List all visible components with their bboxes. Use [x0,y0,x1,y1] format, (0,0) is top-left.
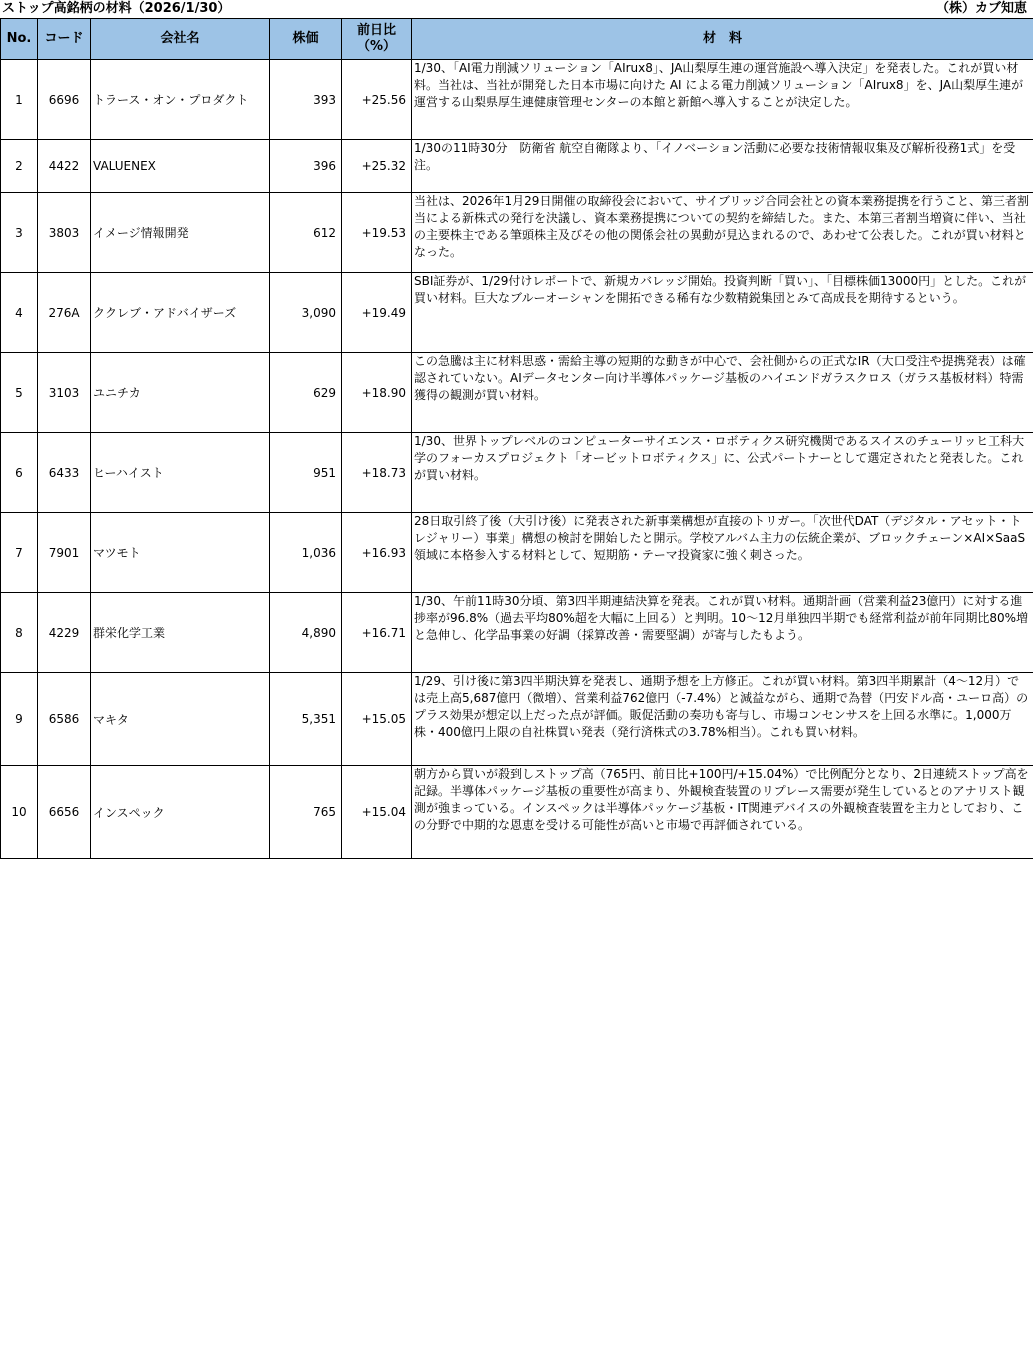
row-company-name: イメージ情報開発 [91,193,270,273]
table-row [1,140,1033,193]
row-no: 5 [1,353,38,433]
row-material: 1/30、午前11時30分頃、第3四半期連結決算を発表。これが買い材料。通期計画（営業利益23億円）に対する進捗率が96.8%（過去平均80%超を大幅に上回る）と判明。10～12月単独四半期でも経常利益が前年同期比80%増と急伸し、化学品事業の好調（採算改善・需要堅調）が寄与したもよう。 [412,593,1033,673]
table-row [1,60,1033,140]
row-change: +16.93 [342,513,412,593]
row-company-name: ユニチカ [91,353,270,433]
stock-table [0,18,1033,859]
header-price: 株価 [270,19,342,60]
row-price: 4,890 [270,593,342,673]
row-material: 1/30の11時30分 防衛省 航空自衛隊より、「イノベーション活動に必要な技術情報収集及び解析役務1式」を受注。 [412,140,1033,193]
table-row [1,513,1033,593]
header-material: 材 料 [412,19,1033,60]
row-no: 2 [1,140,38,193]
row-no: 7 [1,513,38,593]
row-no: 6 [1,433,38,513]
row-price: 612 [270,193,342,273]
row-change: +15.04 [342,766,412,859]
row-material: この急騰は主に材料思惑・需給主導の短期的な動きが中心で、会社側からの正式なIR（大口受注や提携発表）は確認されていない。AIデータセンター向け半導体パッケージ基板のハイエンドガラスクロス（ガラス基板材料）特需獲得の観測が買い材料。 [412,353,1033,433]
row-company-name: VALUENEX [91,140,270,193]
row-change: +19.53 [342,193,412,273]
row-no: 3 [1,193,38,273]
row-change: +18.73 [342,433,412,513]
row-material: 当社は、2026年1月29日開催の取締役会において、サイブリッジ合同会社との資本業務提携を行うこと、第三者割当による新株式の発行を決議し、資本業務提携についての契約を締結した。また、本第三者割当増資に伴い、当社の主要株主である筆頭株主及びその他の関係会社の異動が見込まれるので、あわせて公表した。これが買い材料となった。 [412,193,1033,273]
row-company-name: ヒーハイスト [91,433,270,513]
row-no: 1 [1,60,38,140]
table-row [1,766,1033,859]
row-material: 1/29、引け後に第3四半期決算を発表し、通期予想を上方修正。これが買い材料。第3四半期累計（4～12月）では売上高5,687億円（微増）、営業利益762億円（-7.4%）と減益ながら、通期で為替（円安ドル高・ユーロ高）のプラス効果が想定以上だった点が評価。販促活動の奏功も寄与し、市場コンセンサスを上回る水準に。1,000万株・400億円上限の自社株買い発表（発行済株式の3.78%相当）。これも買い材料。 [412,673,1033,766]
table-row [1,353,1033,433]
row-price: 629 [270,353,342,433]
header-change-line1: 前日比 [356,23,396,38]
table-row [1,273,1033,353]
table-row [1,593,1033,673]
header-name: 会社名 [91,19,270,60]
row-code: 6586 [38,673,91,766]
row-change: +18.90 [342,353,412,433]
row-company-name: 群栄化学工業 [91,593,270,673]
row-material: 朝方から買いが殺到しストップ高（765円、前日比+100円/+15.04%）で比例配分となり、2日連続ストップ高を記録。半導体パッケージ基板の重要性が高まり、外観検査装置のリプレース需要が発生しているとのアナリスト観測が強まっている。インスペックは半導体パッケージ基板・IT関連デバイスの外観検査装置を主力としており、この分野で中期的な恩恵を受ける可能性が高いと市場で再評価されている。 [412,766,1033,859]
row-price: 5,351 [270,673,342,766]
row-company-name: マキタ [91,673,270,766]
header-no: No. [1,19,38,60]
title-row [0,0,1033,18]
row-price: 396 [270,140,342,193]
row-change: +16.71 [342,593,412,673]
header-row [1,19,1033,60]
row-code: 6696 [38,60,91,140]
row-price: 3,090 [270,273,342,353]
row-change: +19.49 [342,273,412,353]
company-name: （株）カブ知恵 [935,1,1027,16]
row-no: 4 [1,273,38,353]
row-company-name: ククレブ・アドバイザーズ [91,273,270,353]
row-no: 8 [1,593,38,673]
row-material: 28日取引終了後（大引け後）に発表された新事業構想が直接のトリガー。「次世代DAT（デジタル・アセット・トレジャリー）事業」構想の検討を開始したと開示。学校アルバム主力の伝統企業が、ブロックチェーン×AI×SaaS領域に本格参入する材料として、短期筋・テーマ投資家に強く刺さった。 [412,513,1033,593]
table-row [1,433,1033,513]
table-row [1,673,1033,766]
row-price: 1,036 [270,513,342,593]
row-company-name: マツモト [91,513,270,593]
row-code: 7901 [38,513,91,593]
row-no: 9 [1,673,38,766]
row-code: 4422 [38,140,91,193]
row-company-name: インスペック [91,766,270,859]
row-code: 3803 [38,193,91,273]
row-material: SBI証券が、1/29付けレポートで、新規カバレッジ開始。投資判断「買い」、「目標株価13000円」とした。これが買い材料。巨大なブルーオーシャンを開拓できる稀有な少数精鋭集団とみて高成長を期待するという。 [412,273,1033,353]
table-row [1,193,1033,273]
row-change: +15.05 [342,673,412,766]
row-code: 3103 [38,353,91,433]
row-price: 765 [270,766,342,859]
header-code: コード [38,19,91,60]
row-company-name: トラース・オン・プロダクト [91,60,270,140]
row-change: +25.32 [342,140,412,193]
row-price: 393 [270,60,342,140]
row-material: 1/30、世界トップレベルのコンピューターサイエンス・ロボティクス研究機関であるスイスのチューリッヒ工科大学のフォーカスプロジェクト「オービットロボティクス」に、公式パートナーとして選定されたと発表した。これが買い材料。 [412,433,1033,513]
header-change [342,19,412,60]
row-no: 10 [1,766,38,859]
row-code: 6433 [38,433,91,513]
row-price: 951 [270,433,342,513]
row-code: 276A [38,273,91,353]
row-change: +25.56 [342,60,412,140]
document-title: ストップ高銘柄の材料（2026/1/30） [2,1,231,16]
row-code: 4229 [38,593,91,673]
row-code: 6656 [38,766,91,859]
header-change-line2: （%） [356,39,397,54]
row-material: 1/30、「AI電力削減ソリューション「AIrux8」、JA山梨厚生連の運営施設へ導入決定」を発表した。これが買い材料。当社は、当社が開発した日本市場に向けた AI による電力削減ソリューション「AIrux8」を、JA山梨厚生連が運営する山梨県厚生連健康管理センターの本館と新館へ導入することが決定した。 [412,60,1033,140]
